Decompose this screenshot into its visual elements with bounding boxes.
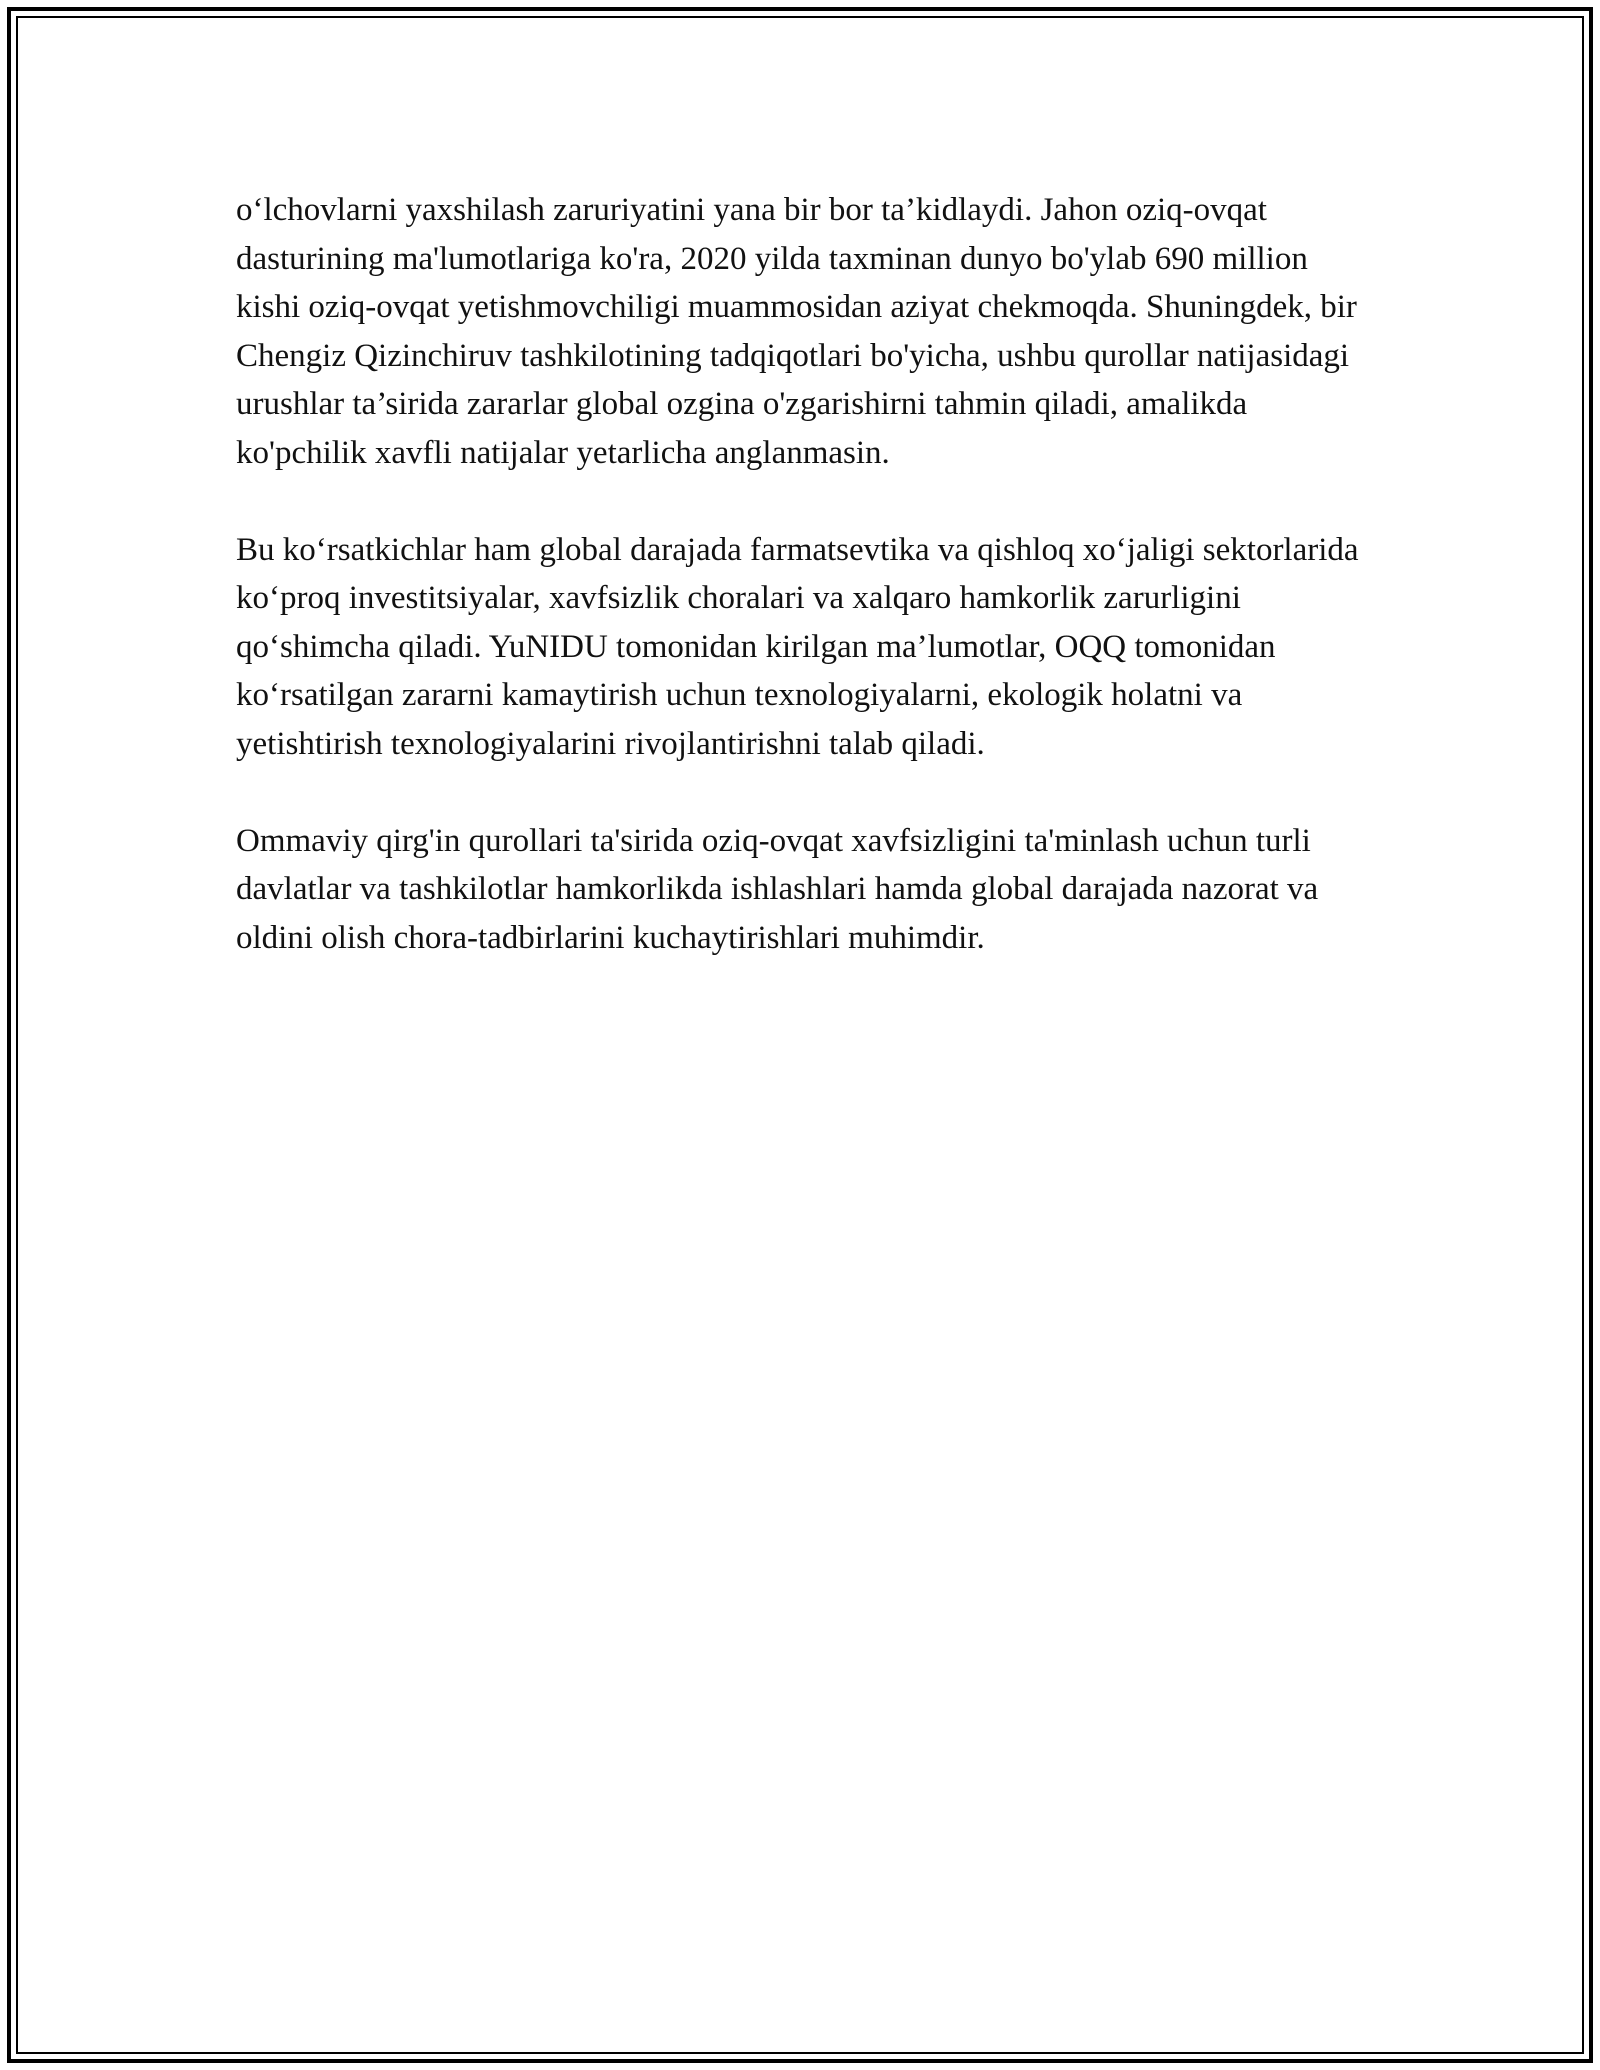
- document-body: [236, 186, 1376, 1011]
- paragraph-1: o‘lchovlarni yaxshilash zaruriyatini yana bir bor ta’kidlaydi. Jahon oziq-ovqat dasturining ma'lumotlariga ko'ra, 2020 yilda taxminan dunyo bo'ylab 690 million kishi oziq-ovqat yetishmovchiligi muammosidan aziyat chekmoqda. Shuningdek, bir Chengiz Qizinchiruv tashkilotining tadqiqotlari bo'yicha, ushbu qurollar natijasidagi urushlar ta’sirida zararlar global ozgina o'zgarishirni tahmin qiladi, amalikda ko'pchilik xavfli natijalar yetarlicha anglanmasin.: [236, 192, 1357, 471]
- paragraph-3: Ommaviy qirg'in qurollari ta'sirida oziq-ovqat xavfsizligini ta'minlash uchun turli davlatlar va tashkilotlar hamkorlikda ishlashlari hamda global darajada nazorat va oldini olish chora-tadbirlarini kuchaytirishlari muhimdir.: [236, 822, 1319, 956]
- paragraph-2: Bu ko‘rsatkichlar ham global darajada farmatsevtika va qishloq xo‘jaligi sektorlarida ko‘proq investitsiyalar, xavfsizlik choralari va xalqaro hamkorlik zarurligini qo‘shimcha qiladi. YuNIDU tomonidan kirilgan ma’lumotlar, OQQ tomonidan ko‘rsatilgan zararni kamaytirish uchun texnologiyalarni, ekologik holatni va yetishtirish texnologiyalarini rivojlantirishni talab qiladi.: [236, 531, 1359, 762]
